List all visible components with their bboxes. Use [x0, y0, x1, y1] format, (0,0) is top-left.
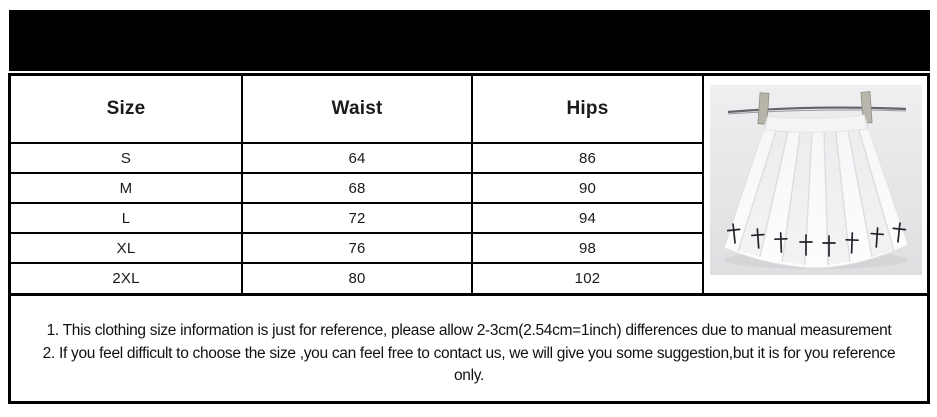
product-photo-cell — [704, 76, 927, 293]
hips-cell: 98 — [472, 233, 703, 263]
size-cell: XL — [11, 233, 242, 263]
hips-cell: 86 — [472, 143, 703, 173]
note-line-1: 1. This clothing size information is just for reference, please allow 2-3cm(2.54cm=1inch) differences due to manual measurement — [46, 322, 892, 339]
size-cell: 2XL — [11, 263, 242, 293]
size-chart-top-row — [11, 76, 927, 293]
waist-cell: 72 — [242, 203, 472, 233]
column-header-waist: Waist — [242, 76, 472, 143]
reference-notes — [11, 293, 927, 401]
note-line-2: 2. If you feel difficult to choose the size ,you can feel free to contact us, we will give you some suggestion,but it is for you reference — [42, 344, 896, 362]
hips-cell: 90 — [472, 173, 703, 203]
hips-cell: 94 — [472, 203, 703, 233]
table-row — [11, 143, 703, 173]
waist-cell: 64 — [242, 143, 472, 173]
size-chart-table — [11, 76, 704, 293]
size-cell: S — [11, 143, 242, 173]
hips-cell: 102 — [472, 263, 703, 293]
table-row — [11, 233, 703, 263]
table-row — [11, 203, 703, 233]
waist-cell: 80 — [242, 263, 472, 293]
top-black-banner — [9, 10, 930, 71]
size-chart-panel — [8, 73, 930, 404]
table-header-row — [11, 76, 703, 143]
waist-cell: 68 — [242, 173, 472, 203]
column-header-hips: Hips — [472, 76, 703, 143]
table-row — [11, 263, 703, 293]
waist-cell: 76 — [242, 233, 472, 263]
column-header-size: Size — [11, 76, 242, 143]
size-cell: M — [11, 173, 242, 203]
size-cell: L — [11, 203, 242, 233]
product-photo-pleated-skirt — [710, 85, 922, 275]
table-row — [11, 173, 703, 203]
note-line-3: only. — [453, 367, 485, 384]
